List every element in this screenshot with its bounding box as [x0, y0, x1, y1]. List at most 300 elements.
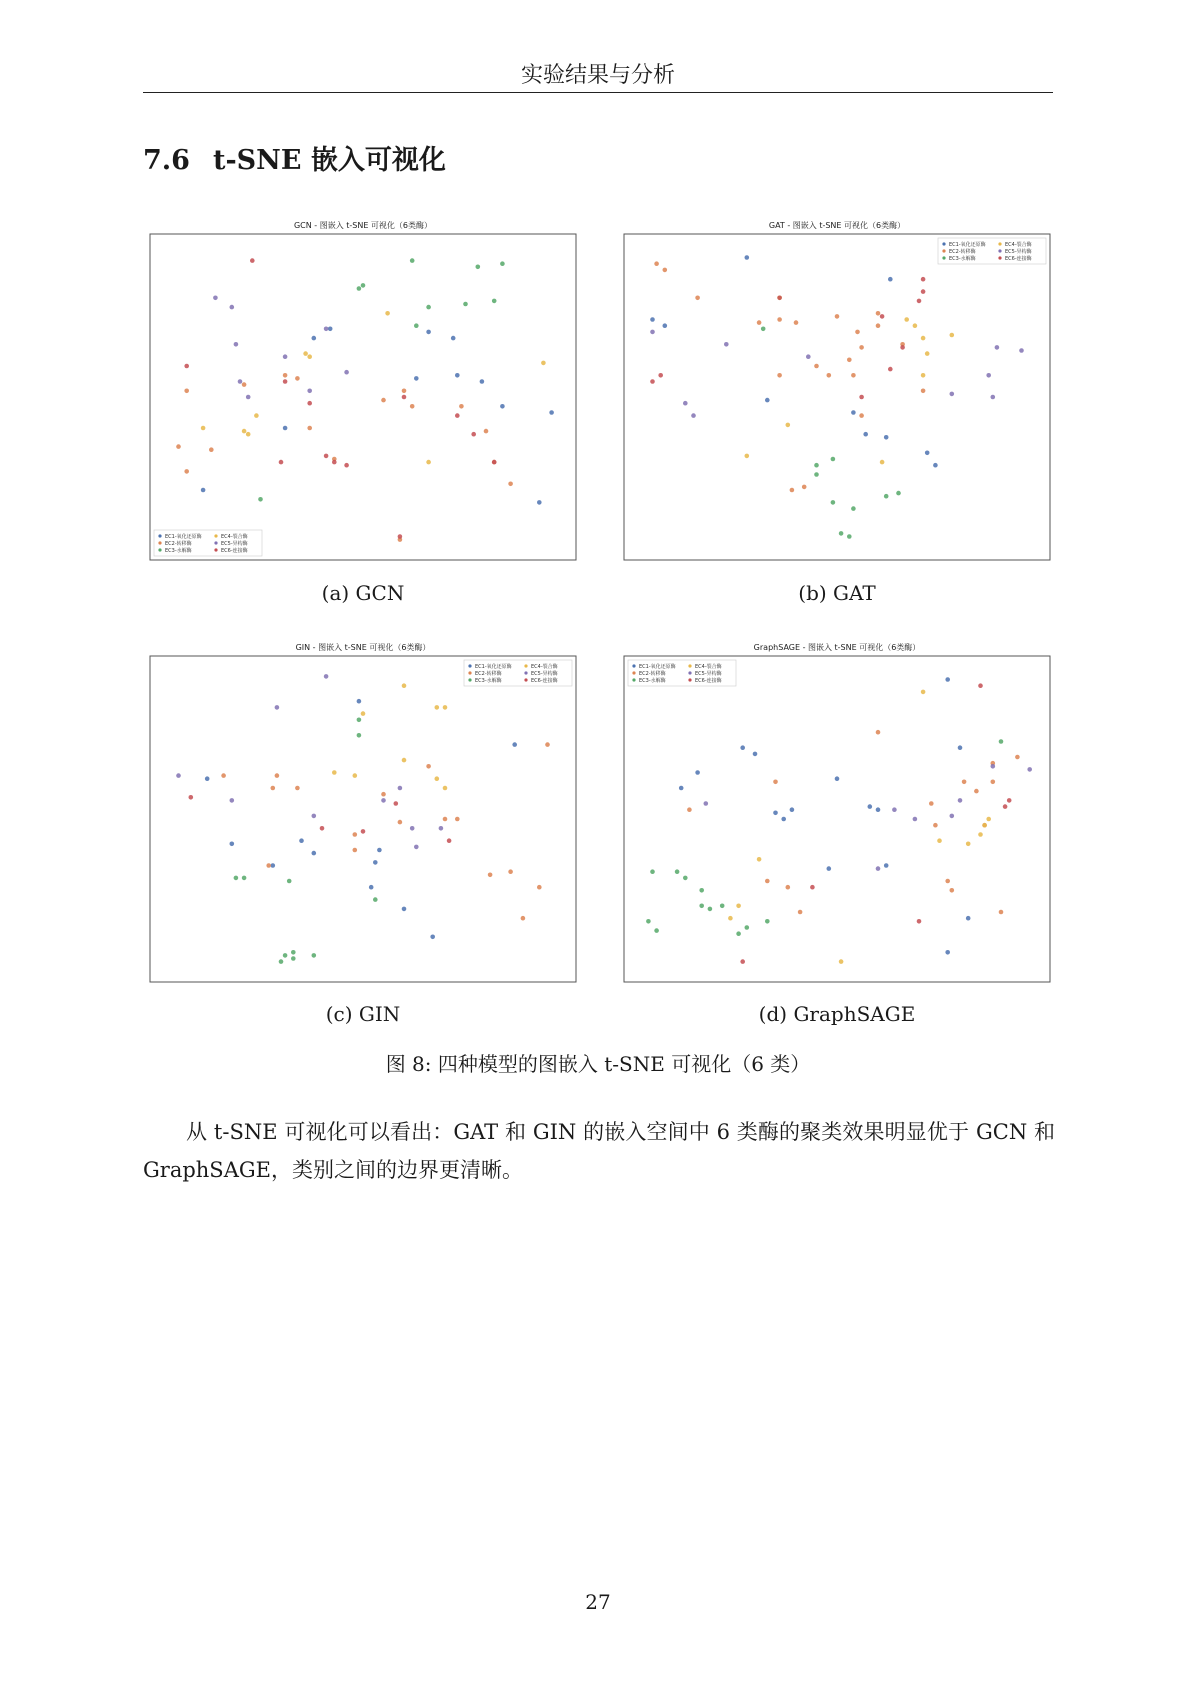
scatter-point [463, 302, 468, 307]
scatter-point [471, 432, 476, 437]
scatter-point [884, 863, 889, 868]
scatter-point [488, 873, 493, 878]
scatter-point [508, 482, 513, 487]
scatter-point [430, 935, 435, 940]
scatter-point [695, 296, 700, 301]
scatter-point [410, 258, 415, 263]
scatter-point [283, 373, 288, 378]
scatter-point [230, 305, 235, 310]
scatter-point [958, 798, 963, 803]
scatter-point [500, 261, 505, 266]
scatter-point [242, 382, 247, 387]
scatter-point [455, 373, 460, 378]
subfigure-caption-gcn: (a) GCN [321, 581, 405, 605]
plot-title: GIN - 图嵌入 t-SNE 可视化（6类酶） [295, 643, 431, 652]
scatter-point [921, 336, 926, 341]
plot-title: GraphSAGE - 图嵌入 t-SNE 可视化（6类酶） [753, 643, 921, 652]
scatter-point [385, 311, 390, 316]
scatter-point [773, 811, 778, 816]
section-title-text: t-SNE 嵌入可视化 [213, 145, 446, 176]
legend-label: EC5-异构酶 [531, 670, 558, 677]
legend-marker [468, 671, 471, 674]
legend-label: EC3-水解酶 [639, 677, 666, 684]
scatter-point [439, 826, 444, 831]
scatter-point [402, 907, 407, 912]
scatter-point [876, 807, 881, 812]
scatter-point [745, 925, 750, 930]
scatter-point [851, 410, 856, 415]
scatter-point [921, 277, 926, 282]
legend-marker [942, 256, 945, 259]
scatter-point [361, 829, 366, 834]
scatter-point [699, 888, 704, 893]
scatter-point [851, 373, 856, 378]
scatter-point [781, 817, 786, 822]
scatter-point [451, 336, 456, 341]
scatter-point [913, 817, 918, 822]
legend-marker [158, 534, 161, 537]
scatter-point [831, 457, 836, 462]
scatter-plot-graphsage [622, 642, 1052, 984]
scatter-point [275, 773, 280, 778]
scatter-point [312, 336, 317, 341]
scatter-point [728, 916, 733, 921]
scatter-point [884, 494, 889, 499]
scatter-point [999, 910, 1004, 915]
scatter-point [398, 820, 403, 825]
legend-label: EC1-氧化还原酶 [475, 663, 512, 670]
legend-label: EC5-异构酶 [221, 540, 248, 547]
scatter-point [839, 959, 844, 964]
legend-label: EC1-氧化还原酶 [949, 241, 986, 248]
scatter-point [986, 817, 991, 822]
scatter-point [978, 832, 983, 837]
scatter-point [283, 354, 288, 359]
scatter-point [929, 801, 934, 806]
scatter-point [917, 919, 922, 924]
legend-label: EC6-连接酶 [695, 677, 722, 684]
scatter-point [353, 848, 358, 853]
scatter-point [324, 674, 329, 679]
scatter-point [184, 389, 189, 394]
scatter-point [999, 739, 1004, 744]
scatter-point [184, 469, 189, 474]
legend-marker [632, 664, 635, 667]
scatter-point [958, 745, 963, 750]
scatter-point [357, 286, 362, 291]
scatter-point [806, 354, 811, 359]
scatter-point [312, 851, 317, 856]
scatter-point [234, 342, 239, 347]
legend-marker [524, 664, 527, 667]
plot-frame [150, 234, 576, 560]
scatter-point [324, 454, 329, 459]
legend-marker [158, 541, 161, 544]
scatter-point [687, 807, 692, 812]
scatter-point [982, 823, 987, 828]
legend-marker [998, 256, 1001, 259]
scatter-point [299, 838, 304, 843]
legend-marker [998, 249, 1001, 252]
scatter-point [1019, 348, 1024, 353]
scatter-point [332, 770, 337, 775]
legend-marker [998, 242, 1001, 245]
scatter-point [921, 373, 926, 378]
scatter-point [480, 379, 485, 384]
legend-marker [524, 678, 527, 681]
scatter-point [876, 323, 881, 328]
legend-marker [688, 678, 691, 681]
legend-label: EC2-转移酶 [949, 248, 976, 255]
subfigure-caption-graphsage: (d) GraphSAGE [758, 1002, 916, 1026]
scatter-point [827, 373, 832, 378]
scatter-point [271, 863, 276, 868]
legend-marker [942, 242, 945, 245]
scatter-plot-gcn [148, 220, 578, 562]
scatter-point [435, 776, 440, 781]
scatter-point [814, 364, 819, 369]
scatter-point [426, 460, 431, 465]
scatter-point [827, 866, 832, 871]
scatter-point [921, 389, 926, 394]
scatter-point [312, 953, 317, 958]
scatter-point [307, 389, 312, 394]
section-number: 7.6 [143, 145, 190, 176]
scatter-point [361, 711, 366, 716]
scatter-point [876, 866, 881, 871]
scatter-point [221, 773, 226, 778]
scatter-point [745, 255, 750, 260]
scatter-point [814, 463, 819, 468]
scatter-point [650, 869, 655, 874]
scatter-point [410, 404, 415, 409]
scatter-point [708, 907, 713, 912]
subfigure-gin [148, 642, 578, 984]
scatter-point [974, 789, 979, 794]
scatter-point [925, 451, 930, 456]
scatter-point [307, 354, 312, 359]
scatter-point [266, 863, 271, 868]
scatter-point [455, 817, 460, 822]
scatter-point [357, 699, 362, 704]
page-number: 27 [585, 1590, 611, 1614]
scatter-point [332, 460, 337, 465]
scatter-point [279, 959, 284, 964]
legend-label: EC5-异构酶 [695, 670, 722, 677]
scatter-point [254, 413, 259, 418]
scatter-point [443, 786, 448, 791]
scatter-plot-gin [148, 642, 578, 984]
scatter-point [283, 379, 288, 384]
scatter-point [691, 413, 696, 418]
scatter-point [658, 373, 663, 378]
scatter-point [344, 463, 349, 468]
scatter-point [426, 305, 431, 310]
scatter-point [410, 826, 415, 831]
subfigure-caption-gat: (b) GAT [798, 581, 876, 605]
scatter-point [986, 373, 991, 378]
scatter-point [1027, 767, 1032, 772]
legend-marker [632, 671, 635, 674]
scatter-point [184, 364, 189, 369]
scatter-point [650, 317, 655, 322]
legend-label: EC6-连接酶 [1005, 255, 1032, 262]
scatter-point [246, 432, 251, 437]
scatter-point [675, 869, 680, 874]
legend-label: EC5-异构酶 [1005, 248, 1032, 255]
scatter-point [863, 432, 868, 437]
legend-label: EC4-裂合酶 [221, 533, 248, 540]
plot-frame [624, 234, 1050, 560]
scatter-point [435, 705, 440, 710]
scatter-point [508, 869, 513, 874]
scatter-point [740, 959, 745, 964]
scatter-point [213, 296, 218, 301]
scatter-point [426, 764, 431, 769]
legend-marker [214, 534, 217, 537]
scatter-point [991, 764, 996, 769]
scatter-point [945, 950, 950, 955]
scatter-point [855, 330, 860, 335]
scatter-point [271, 786, 276, 791]
scatter-point [695, 770, 700, 775]
scatter-point [654, 928, 659, 933]
scatter-point [258, 497, 263, 502]
scatter-point [745, 454, 750, 459]
plot-legend [938, 238, 1046, 264]
scatter-point [443, 705, 448, 710]
plot-title: GCN - 图嵌入 t-SNE 可视化（6类酶） [293, 221, 433, 230]
legend-marker [524, 671, 527, 674]
scatter-point [847, 534, 852, 539]
plot-legend [628, 660, 736, 686]
scatter-point [736, 904, 741, 909]
scatter-point [736, 931, 741, 936]
scatter-point [459, 404, 464, 409]
scatter-point [234, 876, 239, 881]
scatter-point [814, 472, 819, 477]
scatter-point [250, 258, 255, 263]
subfigure-gcn [148, 220, 578, 562]
scatter-point [761, 327, 766, 332]
scatter-point [357, 733, 362, 738]
scatter-point [859, 345, 864, 350]
scatter-point [377, 848, 382, 853]
scatter-point [790, 488, 795, 493]
scatter-point [476, 265, 481, 270]
scatter-point [773, 780, 778, 785]
scatter-point [679, 786, 684, 791]
scatter-point [545, 742, 550, 747]
scatter-point [455, 413, 460, 418]
scatter-point [324, 327, 329, 332]
scatter-point [831, 500, 836, 505]
scatter-point [777, 373, 782, 378]
scatter-point [394, 801, 399, 806]
scatter-point [925, 351, 930, 356]
legend-marker [688, 671, 691, 674]
scatter-point [492, 299, 497, 304]
scatter-point [991, 395, 996, 400]
scatter-point [201, 488, 206, 493]
scatter-point [740, 745, 745, 750]
scatter-point [402, 758, 407, 763]
scatter-point [753, 752, 758, 757]
scatter-point [962, 780, 967, 785]
scatter-point [663, 268, 668, 273]
scatter-point [966, 842, 971, 847]
scatter-point [921, 690, 926, 695]
legend-label: EC4-裂合酶 [695, 663, 722, 670]
scatter-point [307, 401, 312, 406]
scatter-point [238, 379, 243, 384]
plot-frame [624, 656, 1050, 982]
legend-marker [214, 548, 217, 551]
scatter-point [541, 361, 546, 366]
plot-title: GAT - 图嵌入 t-SNE 可视化（6类酶） [768, 221, 906, 230]
legend-label: EC2-转移酶 [475, 670, 502, 677]
scatter-point [283, 426, 288, 431]
scatter-point [777, 296, 782, 301]
scatter-point [279, 460, 284, 465]
scatter-point [950, 888, 955, 893]
legend-marker [632, 678, 635, 681]
scatter-point [1003, 804, 1008, 809]
scatter-point [328, 327, 333, 332]
scatter-point [663, 323, 668, 328]
scatter-point [859, 413, 864, 418]
scatter-point [650, 379, 655, 384]
figure-caption: 图 8: 四种模型的图嵌入 t-SNE 可视化（6 类） [385, 1052, 811, 1076]
scatter-point [835, 314, 840, 319]
scatter-point [291, 956, 296, 961]
scatter-point [884, 435, 889, 440]
scatter-point [847, 358, 852, 363]
scatter-point [353, 832, 358, 837]
scatter-point [933, 463, 938, 468]
legend-marker [688, 664, 691, 667]
scatter-point [888, 367, 893, 372]
scatter-point [720, 904, 725, 909]
scatter-point [549, 410, 554, 415]
scatter-point [398, 786, 403, 791]
scatter-point [521, 916, 526, 921]
section-heading [143, 138, 446, 177]
scatter-point [209, 447, 214, 452]
scatter-point [794, 320, 799, 325]
scatter-point [189, 795, 194, 800]
legend-label: EC6-连接酶 [221, 547, 248, 554]
scatter-point [537, 500, 542, 505]
scatter-point [966, 916, 971, 921]
legend-label: EC2-转移酶 [639, 670, 666, 677]
scatter-point [344, 370, 349, 375]
subfigure-gat [622, 220, 1052, 562]
scatter-point [876, 730, 881, 735]
scatter-point [500, 404, 505, 409]
scatter-point [201, 426, 206, 431]
scatter-point [921, 289, 926, 294]
scatter-point [683, 401, 688, 406]
scatter-point [913, 323, 918, 328]
plot-frame [150, 656, 576, 982]
scatter-point [650, 330, 655, 335]
scatter-point [381, 792, 386, 797]
legend-marker [158, 548, 161, 551]
scatter-point [978, 683, 983, 688]
header-rule [143, 92, 1053, 93]
legend-label: EC3-水解酶 [165, 547, 192, 554]
scatter-point [917, 299, 922, 304]
scatter-point [950, 333, 955, 338]
scatter-point [291, 950, 296, 955]
scatter-point [176, 773, 181, 778]
scatter-point [945, 879, 950, 884]
scatter-point [303, 351, 308, 356]
scatter-point [402, 389, 407, 394]
scatter-point [414, 323, 419, 328]
scatter-point [242, 429, 247, 434]
scatter-point [880, 314, 885, 319]
scatter-point [868, 804, 873, 809]
scatter-point [945, 677, 950, 682]
scatter-point [373, 860, 378, 865]
scatter-point [295, 786, 300, 791]
scatter-point [230, 798, 235, 803]
scatter-point [1015, 755, 1020, 760]
scatter-point [950, 814, 955, 819]
scatter-point [414, 845, 419, 850]
scatter-point [892, 807, 897, 812]
scatter-point [414, 376, 419, 381]
scatter-point [357, 718, 362, 723]
subfigure-caption-gin: (c) GIN [325, 1002, 401, 1026]
scatter-point [777, 317, 782, 322]
scatter-point [275, 705, 280, 710]
scatter-point [381, 798, 386, 803]
scatter-point [851, 506, 856, 511]
scatter-point [373, 897, 378, 902]
scatter-point [699, 904, 704, 909]
scatter-point [839, 531, 844, 536]
legend-label: EC4-裂合酶 [531, 663, 558, 670]
scatter-point [880, 460, 885, 465]
scatter-point [835, 776, 840, 781]
scatter-point [900, 345, 905, 350]
subfigure-graphsage [622, 642, 1052, 984]
scatter-point [283, 953, 288, 958]
legend-label: EC3-水解酶 [949, 255, 976, 262]
scatter-point [757, 320, 762, 325]
scatter-point [369, 885, 374, 890]
scatter-plot-gat [622, 220, 1052, 562]
scatter-point [950, 392, 955, 397]
scatter-point [991, 780, 996, 785]
scatter-point [995, 345, 1000, 350]
legend-marker [468, 664, 471, 667]
scatter-point [798, 910, 803, 915]
scatter-point [353, 773, 358, 778]
scatter-point [242, 876, 247, 881]
scatter-point [246, 395, 251, 400]
scatter-point [443, 817, 448, 822]
scatter-point [230, 842, 235, 847]
scatter-point [361, 283, 366, 288]
scatter-point [859, 395, 864, 400]
legend-label: EC4-裂合酶 [1005, 241, 1032, 248]
scatter-point [205, 776, 210, 781]
scatter-point [484, 429, 489, 434]
